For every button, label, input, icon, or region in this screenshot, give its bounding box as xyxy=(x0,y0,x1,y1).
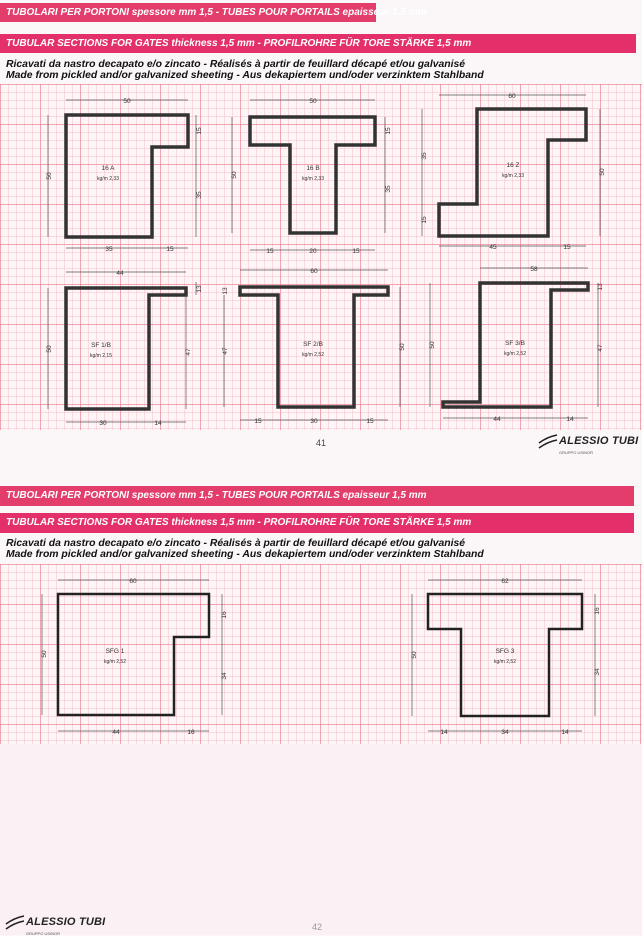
profile-16a-name: 16 A xyxy=(101,165,115,172)
profile-sf3b-name: SF 3/B xyxy=(505,340,525,347)
dim-16b-bottom-1: 15 xyxy=(266,248,274,255)
dim-sf2b-bottom-3: 15 xyxy=(366,418,374,425)
profile-16b-outline xyxy=(250,117,375,233)
profile-16z-weight: kg/m 2,33 xyxy=(502,173,524,179)
dim-sf1b-top: 44 xyxy=(116,270,124,277)
logo-name: ALESSIO TUBI xyxy=(26,916,106,928)
profile-sfg3-weight: kg/m 2,52 xyxy=(494,659,516,665)
dim-sfg3-bottom-1: 14 xyxy=(440,729,448,736)
dim-sf3b-bottom-right: 14 xyxy=(566,416,574,423)
profile-sf1b-outline xyxy=(66,288,186,409)
dim-16b-top: 50 xyxy=(309,98,317,105)
dim-16b-bottom-3: 15 xyxy=(352,248,360,255)
dim-16a-top: 50 xyxy=(123,98,131,105)
page1-header-band-1: TUBOLARI PER PORTONI spessore mm 1,5 - TUBES POUR PORTAILS epaisseur 1,5 mm xyxy=(0,3,376,22)
dim-sf2b-right: 50 xyxy=(399,343,406,351)
dim-sf1b-bottom-left: 30 xyxy=(99,420,107,427)
dim-sf3b-right-top: 13 xyxy=(597,283,604,291)
dim-16z-left-bottom: 15 xyxy=(421,216,428,224)
profile-sf1b-weight: kg/m 2,15 xyxy=(90,353,112,359)
profile-sfg3-name: SFG 3 xyxy=(495,648,515,655)
dim-16a-right-top: 15 xyxy=(196,127,203,135)
profile-sf3b-weight: kg/m 2,52 xyxy=(504,351,526,357)
dim-sfg3-bottom-2: 34 xyxy=(501,729,509,736)
page2-subtitle-2: Made from pickled and/or galvanized sheeting - Aus dekapiertem und/oder verzinktem Stahlband xyxy=(6,549,484,560)
dim-16z-top: 60 xyxy=(508,93,516,100)
profile-16a-weight: kg/m 2,33 xyxy=(97,176,119,182)
dim-16b-bottom-2: 20 xyxy=(309,248,317,255)
dim-16z-bottom-left: 45 xyxy=(489,244,497,251)
dim-sfg3-right-top: 16 xyxy=(594,607,601,615)
profile-16b-weight: kg/m 2,33 xyxy=(302,176,324,182)
page2-drawings xyxy=(0,560,642,760)
profile-sf2b-name: SF 2/B xyxy=(303,341,323,348)
page1-header-band-2: TUBULAR SECTIONS FOR GATES thickness 1,5 mm - PROFILROHRE FÜR TORE STÄRKE 1,5 mm xyxy=(0,34,636,53)
profile-16a-outline xyxy=(66,115,188,237)
dim-16z-right: 50 xyxy=(599,168,606,176)
dim-16z-bottom-right: 15 xyxy=(563,244,571,251)
dim-sfg1-right-bottom: 34 xyxy=(221,672,228,680)
dim-sf3b-bottom-left: 44 xyxy=(493,416,501,423)
page2-header-band-1: TUBOLARI PER PORTONI spessore mm 1,5 - TUBES POUR PORTAILS epaisseur 1,5 mm xyxy=(0,486,634,506)
dim-sf1b-right-top: 13 xyxy=(196,285,203,293)
dim-16a-bottom-left: 35 xyxy=(105,246,113,253)
dim-16a-right-bottom: 35 xyxy=(196,191,203,199)
dim-sfg1-left: 50 xyxy=(41,650,48,658)
logo-group: GRUPPO USINOR xyxy=(559,450,594,455)
profile-sf1b-name: SF 1/B xyxy=(91,342,111,349)
page2-header-band-2: TUBULAR SECTIONS FOR GATES thickness 1,5 mm - PROFILROHRE FÜR TORE STÄRKE 1,5 mm xyxy=(0,513,634,533)
logo-name: ALESSIO TUBI xyxy=(559,435,639,447)
page1-subtitle-2: Made from pickled and/or galvanized sheeting - Aus dekapiertem und/oder verzinktem Stahlband xyxy=(6,70,484,81)
profile-sfg3-outline xyxy=(428,594,582,716)
dim-sf2b-left: 47 xyxy=(222,347,229,355)
page2-subtitle-1: Ricavati da nastro decapato e/o zincato - Réalisés à partir de feuillard décapé et/ou galvanisé xyxy=(6,538,466,549)
dim-sfg1-bottom-left: 44 xyxy=(112,729,120,736)
dim-sf1b-right: 47 xyxy=(185,348,192,356)
profile-sfg1-weight: kg/m 2,52 xyxy=(104,659,126,665)
dim-sf3b-left: 50 xyxy=(429,341,436,349)
logo-page2 xyxy=(4,912,105,936)
logo-page1 xyxy=(537,431,638,455)
page1-drawings xyxy=(0,0,642,460)
dim-sfg3-right-bottom: 34 xyxy=(594,668,601,676)
dim-sfg1-right-top: 16 xyxy=(221,611,228,619)
logo-group: GRUPPO USINOR xyxy=(26,931,61,936)
dim-sfg1-top: 60 xyxy=(129,578,137,585)
logo-swoosh-icon xyxy=(537,431,559,451)
dim-sf2b-bottom-1: 15 xyxy=(254,418,262,425)
page2-blank-area xyxy=(0,744,642,935)
dim-16a-bottom-right: 15 xyxy=(166,246,174,253)
dim-sf2b-left-top: 13 xyxy=(222,287,229,295)
profile-16b-name: 16 B xyxy=(306,165,320,172)
dim-16z-left-top: 35 xyxy=(421,152,428,160)
dim-sf2b-bottom-2: 30 xyxy=(310,418,318,425)
dim-sf3b-right: 47 xyxy=(597,344,604,352)
profile-sfg1-outline xyxy=(58,594,209,715)
page1-number: 41 xyxy=(316,438,327,448)
page1-subtitle-1: Ricavati da nastro decapato e/o zincato - Réalisés à partir de feuillard décapé et/ou galvanisé xyxy=(6,59,466,70)
dim-sfg3-left: 50 xyxy=(411,651,418,659)
dim-sfg3-bottom-3: 14 xyxy=(561,729,569,736)
dim-sfg1-bottom-right: 16 xyxy=(187,729,195,736)
dim-16b-right-bottom: 35 xyxy=(385,185,392,193)
dim-sfg3-top: 62 xyxy=(501,578,509,585)
dim-16b-left: 50 xyxy=(231,171,238,179)
dim-sf3b-top: 58 xyxy=(530,266,538,273)
page2-number: 42 xyxy=(312,922,323,932)
dim-16b-right-top: 15 xyxy=(385,127,392,135)
dim-sf2b-top: 60 xyxy=(310,268,318,275)
logo-swoosh-icon xyxy=(4,912,26,932)
dim-16a-left: 50 xyxy=(46,172,53,180)
dim-sf1b-left: 50 xyxy=(46,345,53,353)
profile-sfg1-name: SFG 1 xyxy=(105,648,125,655)
profile-sf2b-weight: kg/m 2,52 xyxy=(302,352,324,358)
profile-16z-name: 16 Z xyxy=(506,162,520,169)
dim-sf1b-bottom-right: 14 xyxy=(154,420,162,427)
